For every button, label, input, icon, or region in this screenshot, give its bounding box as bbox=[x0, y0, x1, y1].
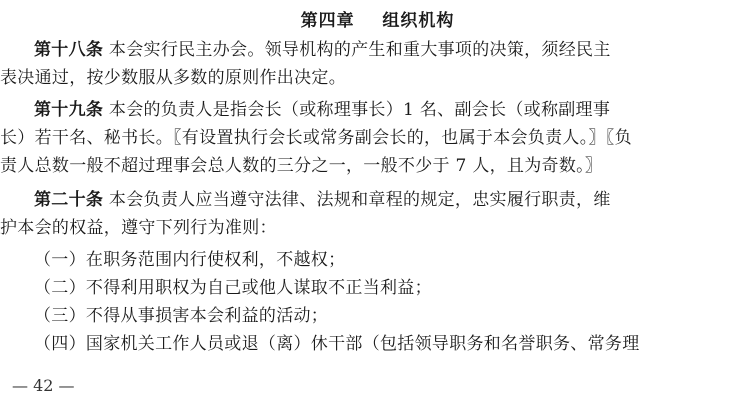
conduct-item-1: （一）在职务范围内行使权利，不越权； bbox=[34, 250, 346, 270]
article-19 bbox=[0, 96, 755, 180]
article-18-line-1 bbox=[0, 36, 755, 64]
article-18 bbox=[0, 36, 755, 92]
article-20-line-2: 护本会的权益，遵守下列行为准则： bbox=[0, 218, 277, 238]
article-18-line-2: 表决通过，按少数服从多数的原则作出决定。 bbox=[0, 68, 346, 88]
article-19-line-2: 长）若干名、秘书长。〖有设置执行会长或常务副会长的，也属于本会负责人。〗〖负 bbox=[0, 128, 632, 148]
conduct-item-3: （三）不得从事损害本会利益的活动； bbox=[34, 306, 329, 326]
article-19-line-3: 责人总数一般不超过理事会总人数的三分之一，一般不少于 7 人，且为奇数。〗 bbox=[0, 156, 603, 176]
article-19-text-1: 本会的负责人是指会长（或称理事长）1 名、副会长（或称副理事 bbox=[108, 100, 611, 120]
article-19-head: 第十九条 bbox=[34, 100, 104, 120]
conduct-items bbox=[0, 246, 755, 358]
article-20-line-1 bbox=[0, 186, 755, 214]
article-20 bbox=[0, 186, 755, 242]
article-20-text-1: 本会负责人应当遵守法律、法规和章程的规定，忠实履行职责，维 bbox=[108, 190, 611, 210]
conduct-item-2: （二）不得利用职权为自己或他人谋取不正当利益； bbox=[34, 278, 432, 298]
article-20-head: 第二十条 bbox=[34, 190, 104, 210]
conduct-item-4: （四）国家机关工作人员或退（离）休干部（包括领导职务和名誉职务、常务理 bbox=[34, 334, 640, 354]
page-number: — 42 — bbox=[12, 376, 75, 395]
article-18-text-1: 本会实行民主办会。领导机构的产生和重大事项的决策，须经民主 bbox=[108, 40, 611, 60]
article-19-line-1 bbox=[0, 96, 755, 124]
article-18-head: 第十八条 bbox=[34, 40, 104, 60]
chapter-title: 第四章 组织机构 bbox=[300, 11, 455, 31]
